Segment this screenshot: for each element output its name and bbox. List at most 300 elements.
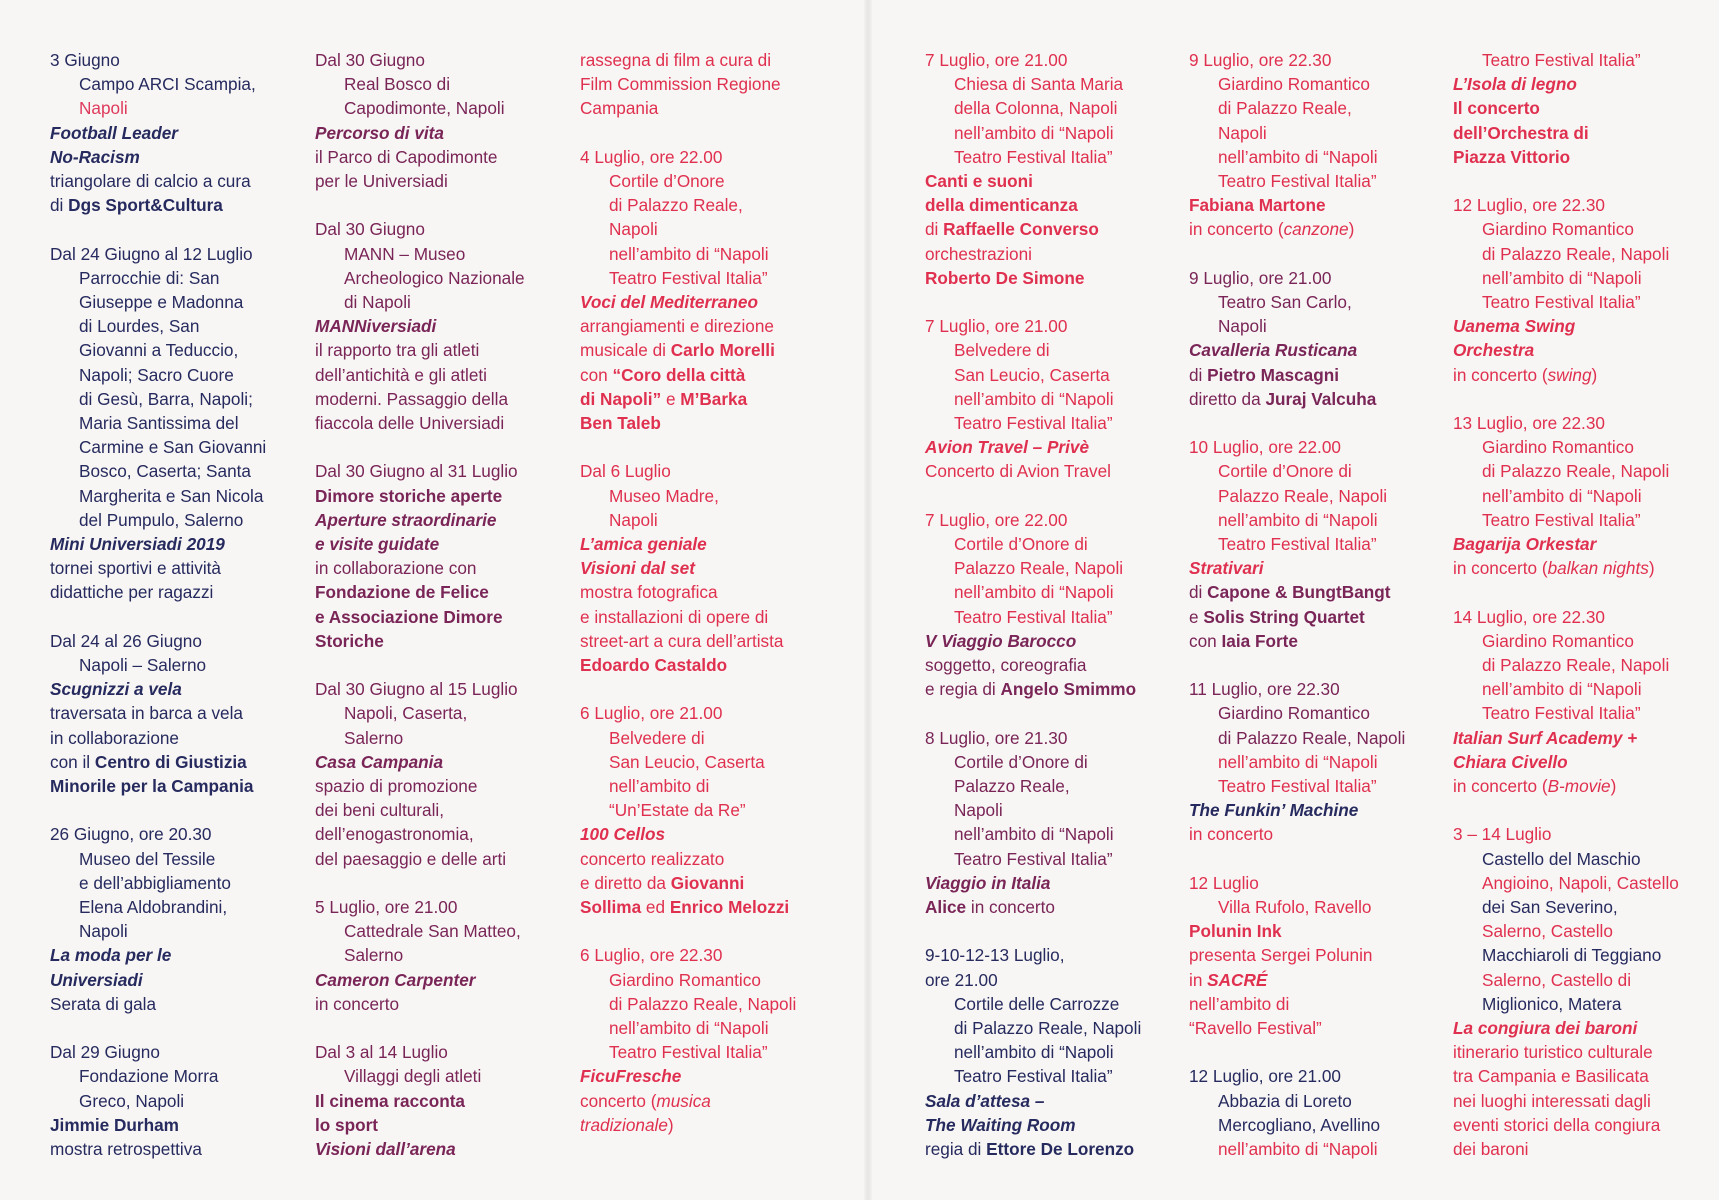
entry-line bbox=[580, 871, 820, 895]
entry-line: triangolare di calcio a cura bbox=[50, 171, 251, 192]
entry-line: soggetto, coreografia bbox=[925, 655, 1087, 676]
event-title: Aperture straordinarie bbox=[315, 509, 497, 530]
entry-line: Belvedere di bbox=[609, 727, 705, 748]
entry-line: didattiche per ragazzi bbox=[50, 582, 214, 603]
event-entry bbox=[925, 943, 1165, 1161]
text-span: musica bbox=[656, 1090, 711, 1111]
column-2 bbox=[315, 48, 555, 1185]
entry-line bbox=[925, 217, 1165, 241]
entry-line: Elena Aldobrandini, bbox=[79, 897, 228, 918]
entry-line: di Gesù, Barra, Napoli; bbox=[79, 388, 253, 409]
text-span: e bbox=[1189, 606, 1204, 627]
entry-line: Castello del Maschio bbox=[1482, 848, 1641, 869]
entry-line: Minorile per la Campania bbox=[50, 776, 254, 797]
entry-line: Storiche bbox=[315, 630, 384, 651]
entry-line: Teatro Festival Italia” bbox=[609, 1042, 768, 1063]
entry-line: Il cinema racconta bbox=[315, 1090, 465, 1111]
entry-line: San Leucio, Caserta bbox=[609, 751, 765, 772]
entry-line: Cortile d’Onore di bbox=[954, 751, 1088, 772]
entry-line: tornei sportivi e attività bbox=[50, 558, 221, 579]
entry-line: Dal 6 Luglio bbox=[580, 461, 671, 482]
entry-line: Cortile delle Carrozze bbox=[954, 993, 1120, 1014]
event-title: Sala d’attesa – bbox=[925, 1090, 1045, 1111]
entry-line: in collaborazione con bbox=[315, 558, 477, 579]
event-entry bbox=[315, 459, 555, 653]
text-span: M’Barka bbox=[680, 388, 748, 409]
event-title: Visioni dal set bbox=[580, 558, 695, 579]
entry-line bbox=[925, 1137, 1165, 1161]
entry-line: Napoli bbox=[954, 800, 1003, 821]
event-title: No-Racism bbox=[50, 146, 140, 167]
event-entry bbox=[315, 895, 555, 1016]
event-entry bbox=[1189, 435, 1429, 653]
entry-line: Miglionico, Matera bbox=[1482, 993, 1622, 1014]
text-span: in concerto ( bbox=[1453, 364, 1548, 385]
entry-line: Salerno bbox=[344, 945, 404, 966]
entry-line: Teatro Festival Italia” bbox=[609, 267, 768, 288]
event-title: V Viaggio Barocco bbox=[925, 630, 1077, 651]
entry-line: Dal 24 al 26 Giugno bbox=[50, 630, 202, 651]
entry-line: Fondazione de Felice bbox=[315, 582, 489, 603]
page-fold bbox=[864, 0, 872, 1200]
event-entry bbox=[925, 508, 1165, 702]
text-span: in concerto ( bbox=[1453, 776, 1548, 797]
entry-line: arrangiamenti e direzione bbox=[580, 316, 774, 337]
event-entry bbox=[925, 314, 1165, 483]
text-span: musicale di bbox=[580, 340, 671, 361]
entry-line: Cortile d’Onore di bbox=[954, 534, 1088, 555]
entry-line: Giardino Romantico bbox=[1482, 630, 1634, 651]
entry-line: Carmine e San Giovanni bbox=[79, 437, 267, 458]
text-span: Carlo Morelli bbox=[670, 340, 775, 361]
entry-line: in concerto bbox=[315, 993, 400, 1014]
event-entry bbox=[925, 48, 1165, 290]
event-title: Mini Universiadi 2019 bbox=[50, 534, 225, 555]
event-entry bbox=[580, 701, 820, 919]
entry-line: Ben Taleb bbox=[580, 413, 661, 434]
entry-line: 9-10-12-13 Luglio, bbox=[925, 945, 1065, 966]
entry-line: Dal 30 Giugno al 31 Luglio bbox=[315, 461, 518, 482]
entry-line: Salerno, Castello di bbox=[1482, 969, 1632, 990]
event-title: Italian Surf Academy + bbox=[1453, 727, 1638, 748]
text-span: di bbox=[50, 195, 69, 216]
event-entry bbox=[50, 822, 290, 1016]
entry-line: Piazza Vittorio bbox=[1453, 146, 1571, 167]
entry-line: 12 Luglio bbox=[1189, 872, 1259, 893]
text-span: di bbox=[925, 219, 944, 240]
text-span: “Coro della città bbox=[612, 364, 746, 385]
entry-line: Maria Santissima del bbox=[79, 413, 239, 434]
entry-line: e installazioni di opere di bbox=[580, 606, 769, 627]
entry-line: rassegna di film a cura di bbox=[580, 50, 772, 70]
entry-line: Il concerto bbox=[1453, 98, 1540, 119]
entry-line: Roberto De Simone bbox=[925, 267, 1085, 288]
entry-line bbox=[580, 338, 820, 362]
event-entry bbox=[315, 217, 555, 435]
entry-line: Giovanni a Teduccio, bbox=[79, 340, 239, 361]
entry-line: Teatro Festival Italia” bbox=[954, 1066, 1113, 1087]
entry-line: 9 Luglio, ore 22.30 bbox=[1189, 50, 1332, 70]
event-title: Voci del Mediterraneo bbox=[580, 292, 758, 313]
entry-line: Napoli – Salerno bbox=[79, 655, 207, 676]
entry-line: “Un’Estate da Re” bbox=[609, 800, 746, 821]
event-title: Chiara Civello bbox=[1453, 751, 1568, 772]
text-span: di bbox=[1189, 582, 1208, 603]
text-span: con bbox=[580, 364, 613, 385]
event-entry bbox=[1453, 193, 1693, 387]
entry-line: di Palazzo Reale, Napoli bbox=[609, 993, 797, 1014]
entry-line: il Parco di Capodimonte bbox=[315, 146, 498, 167]
entry-line bbox=[925, 895, 1165, 919]
entry-line: 4 Luglio, ore 22.00 bbox=[580, 146, 723, 167]
entry-line bbox=[1189, 387, 1429, 411]
entry-line: Dal 29 Giugno bbox=[50, 1042, 160, 1063]
entry-line: fiaccola delle Universiadi bbox=[315, 413, 505, 434]
text-span: di Napoli” bbox=[580, 388, 662, 409]
event-title: La congiura dei baroni bbox=[1453, 1018, 1638, 1039]
entry-line: di Palazzo Reale, Napoli bbox=[1482, 461, 1670, 482]
event-entry bbox=[315, 677, 555, 871]
text-span: con bbox=[1189, 630, 1222, 651]
event-entry bbox=[1453, 411, 1693, 580]
entry-line: ore 21.00 bbox=[925, 969, 998, 990]
entry-line: Napoli, Caserta, bbox=[344, 703, 468, 724]
entry-line: di Palazzo Reale, bbox=[609, 195, 743, 216]
text-span: ) bbox=[667, 1114, 674, 1135]
entry-line: Parrocchie di: San bbox=[79, 267, 220, 288]
text-span: diretto da bbox=[1189, 388, 1266, 409]
entry-line: 3 – 14 Luglio bbox=[1453, 824, 1552, 845]
event-entry bbox=[315, 1040, 555, 1161]
entry-line: Bosco, Caserta; Santa bbox=[79, 461, 251, 482]
entry-line: nell’ambito di “Napoli bbox=[954, 1042, 1114, 1063]
column-1 bbox=[50, 48, 290, 1185]
entry-line: Cortile d’Onore bbox=[609, 171, 725, 191]
entry-line: 10 Luglio, ore 22.00 bbox=[1189, 437, 1341, 458]
entry-line: Jimmie Durham bbox=[50, 1114, 179, 1135]
entry-line: mostra fotografica bbox=[580, 582, 718, 603]
entry-line: Napoli bbox=[79, 98, 128, 119]
entry-line: Napoli bbox=[1218, 122, 1267, 143]
entry-line: Teatro Festival Italia” bbox=[1482, 292, 1641, 313]
event-title: Cameron Carpenter bbox=[315, 969, 476, 990]
entry-line: Capodimonte, Napoli bbox=[344, 98, 505, 119]
text-span: in concerto ( bbox=[1453, 558, 1548, 579]
text-span: Ettore De Lorenzo bbox=[986, 1139, 1135, 1160]
event-title: Viaggio in Italia bbox=[925, 872, 1051, 893]
entry-line: Abbazia di Loreto bbox=[1218, 1090, 1352, 1111]
entry-line: 3 Giugno bbox=[50, 50, 120, 70]
text-span: Dgs Sport&Cultura bbox=[68, 195, 223, 216]
event-entry bbox=[580, 943, 820, 1137]
entry-line: in collaborazione bbox=[50, 727, 179, 748]
entry-line: della dimenticanza bbox=[925, 195, 1078, 216]
entry-line: nell’ambito di “Napoli bbox=[1218, 146, 1378, 167]
entry-line: Giardino Romantico bbox=[1218, 74, 1370, 95]
entry-line: Teatro San Carlo, bbox=[1218, 292, 1352, 313]
entry-line bbox=[580, 1089, 820, 1113]
entry-line: 9 Luglio, ore 21.00 bbox=[1189, 267, 1332, 288]
entry-line bbox=[1189, 629, 1429, 653]
entry-line: Serata di gala bbox=[50, 993, 157, 1014]
entry-line: di Palazzo Reale, bbox=[1218, 98, 1352, 119]
entry-line: 7 Luglio, ore 22.00 bbox=[925, 509, 1068, 530]
entry-line: Campania bbox=[580, 98, 659, 119]
text-span: regia di bbox=[925, 1139, 987, 1160]
entry-line: street-art a cura dell’artista bbox=[580, 630, 784, 651]
entry-line: Teatro Festival Italia” bbox=[954, 848, 1113, 869]
entry-line: MANN – Museo bbox=[344, 243, 466, 264]
entry-line: Villa Rufolo, Ravello bbox=[1218, 897, 1372, 918]
text-span: ) bbox=[1648, 558, 1655, 579]
entry-line: 6 Luglio, ore 21.00 bbox=[580, 703, 723, 724]
event-title: Strativari bbox=[1189, 558, 1264, 579]
event-title: Uanema Swing bbox=[1453, 316, 1576, 337]
entry-line: 13 Luglio, ore 22.30 bbox=[1453, 413, 1605, 434]
event-title: Orchestra bbox=[1453, 340, 1535, 361]
entry-line: di Napoli bbox=[344, 292, 411, 313]
entry-line bbox=[1453, 363, 1693, 387]
entry-line: Villaggi degli atleti bbox=[344, 1066, 482, 1087]
entry-line: Cortile d’Onore di bbox=[1218, 461, 1352, 482]
entry-line: nell’ambito di “Napoli bbox=[609, 243, 769, 264]
entry-line: Dal 3 al 14 Luglio bbox=[315, 1042, 448, 1063]
entry-line: nell’ambito di bbox=[1189, 993, 1290, 1014]
entry-line: Macchiaroli di Teggiano bbox=[1482, 945, 1662, 966]
entry-line: San Leucio, Caserta bbox=[954, 364, 1110, 385]
entry-line: spazio di promozione bbox=[315, 776, 478, 797]
event-title: FicuFresche bbox=[580, 1066, 682, 1087]
entry-line: Polunin Ink bbox=[1189, 921, 1282, 942]
entry-line: di Lourdes, San bbox=[79, 316, 200, 337]
text-span: Iaia Forte bbox=[1221, 630, 1298, 651]
text-span: Angelo Smimmo bbox=[1000, 679, 1137, 700]
entry-line: mostra retrospettiva bbox=[50, 1139, 202, 1160]
entry-line: lo sport bbox=[315, 1114, 379, 1135]
entry-line: itinerario turistico culturale bbox=[1453, 1042, 1653, 1063]
text-span: ed bbox=[641, 897, 670, 918]
entry-line: 6 Luglio, ore 22.30 bbox=[580, 945, 723, 966]
text-span: in concerto bbox=[966, 897, 1055, 918]
text-span: tradizionale bbox=[580, 1114, 668, 1135]
event-title: e visite guidate bbox=[315, 534, 440, 555]
entry-line: Dimore storiche aperte bbox=[315, 485, 503, 506]
event-entry bbox=[315, 48, 555, 193]
entry-line: Palazzo Reale, Napoli bbox=[1218, 485, 1388, 506]
entry-line: Real Bosco di bbox=[344, 74, 451, 95]
entry-line: di Palazzo Reale, Napoli bbox=[954, 1018, 1142, 1039]
text-span: e bbox=[661, 388, 681, 409]
entry-line: orchestrazioni bbox=[925, 243, 1032, 264]
entry-line: in concerto bbox=[1189, 824, 1274, 845]
text-span: in bbox=[1189, 969, 1208, 990]
entry-line: Fondazione Morra bbox=[79, 1066, 219, 1087]
entry-line: Dal 24 Giugno al 12 Luglio bbox=[50, 243, 253, 264]
entry-line: Museo del Tessile bbox=[79, 848, 216, 869]
event-entry bbox=[580, 145, 820, 435]
entry-line: Archeologico Nazionale bbox=[344, 267, 525, 288]
entry-line: nell’ambito di “Napoli bbox=[954, 122, 1114, 143]
column-6 bbox=[1453, 48, 1693, 1185]
text-span: con il bbox=[50, 751, 95, 772]
event-entry bbox=[580, 48, 820, 121]
entry-line: Salerno, Castello bbox=[1482, 921, 1613, 942]
entry-line: dei baroni bbox=[1453, 1139, 1529, 1160]
text-span: SACRÉ bbox=[1207, 969, 1268, 990]
text-span: canzone bbox=[1283, 219, 1349, 240]
event-title: Cavalleria Rusticana bbox=[1189, 340, 1358, 361]
entry-line: Napoli bbox=[609, 219, 658, 240]
entry-line: traversata in barca a vela bbox=[50, 703, 243, 724]
entry-line: 8 Luglio, ore 21.30 bbox=[925, 727, 1068, 748]
entry-line: Film Commission Regione bbox=[580, 74, 781, 95]
entry-line: nell’ambito di “Napoli bbox=[954, 824, 1114, 845]
entry-line: tra Campania e Basilicata bbox=[1453, 1066, 1649, 1087]
entry-line: Concerto di Avion Travel bbox=[925, 461, 1111, 482]
event-entry bbox=[1189, 677, 1429, 846]
entry-line: 7 Luglio, ore 21.00 bbox=[925, 50, 1068, 70]
entry-line: nell’ambito di bbox=[609, 776, 710, 797]
entry-line: Palazzo Reale, Napoli bbox=[954, 558, 1124, 579]
entry-line: 5 Luglio, ore 21.00 bbox=[315, 897, 458, 918]
entry-line bbox=[580, 387, 820, 411]
entry-line: 26 Giugno, ore 20.30 bbox=[50, 824, 212, 845]
entry-line bbox=[580, 1113, 820, 1137]
event-title: The Waiting Room bbox=[925, 1114, 1076, 1135]
event-title: MANNiversiadi bbox=[315, 316, 437, 337]
entry-line: Mercogliano, Avellino bbox=[1218, 1114, 1381, 1135]
event-title: 100 Cellos bbox=[580, 824, 666, 845]
entry-line: Teatro Festival Italia” bbox=[954, 413, 1113, 434]
column-4 bbox=[925, 48, 1165, 1185]
event-title: Casa Campania bbox=[315, 751, 444, 772]
event-entry bbox=[50, 48, 290, 217]
event-title: Percorso di vita bbox=[315, 122, 444, 143]
text-span: concerto ( bbox=[580, 1090, 657, 1111]
text-span: Pietro Mascagni bbox=[1207, 364, 1339, 385]
entry-line: Teatro Festival Italia” bbox=[954, 146, 1113, 167]
text-span: Alice bbox=[925, 897, 967, 918]
text-span: e regia di bbox=[925, 679, 1001, 700]
entry-line: Greco, Napoli bbox=[79, 1090, 185, 1111]
entry-line: Napoli bbox=[1218, 316, 1267, 337]
entry-line: Teatro Festival Italia” bbox=[1482, 703, 1641, 724]
event-entry bbox=[1189, 871, 1429, 1040]
entry-line: della Colonna, Napoli bbox=[954, 98, 1118, 119]
event-title: Scugnizzi a vela bbox=[50, 679, 182, 700]
event-entry bbox=[925, 726, 1165, 920]
entry-line: dei beni culturali, bbox=[315, 800, 444, 821]
text-span: B-movie bbox=[1547, 776, 1611, 797]
text-span: Capone & BungtBangt bbox=[1207, 582, 1391, 603]
column-5 bbox=[1189, 48, 1429, 1185]
entry-line: Dal 30 Giugno bbox=[315, 219, 425, 240]
text-span: ) bbox=[1591, 364, 1598, 385]
event-title: Visioni dall’arena bbox=[315, 1139, 456, 1160]
entry-line: Teatro Festival Italia” bbox=[1218, 534, 1377, 555]
text-span: in concerto ( bbox=[1189, 219, 1284, 240]
text-span: di bbox=[1189, 364, 1208, 385]
entry-line: nell’ambito di “Napoli bbox=[1482, 267, 1642, 288]
event-entry bbox=[50, 629, 290, 798]
text-span: Sollima bbox=[580, 897, 642, 918]
event-title: L’Isola di legno bbox=[1453, 74, 1577, 95]
entry-line bbox=[925, 677, 1165, 701]
entry-line: concerto realizzato bbox=[580, 848, 725, 869]
entry-line: Museo Madre, bbox=[609, 485, 719, 506]
entry-line bbox=[50, 193, 290, 217]
entry-line: nell’ambito di “Napoli bbox=[609, 1018, 769, 1039]
entry-line: Napoli bbox=[79, 921, 128, 942]
text-span: Giovanni bbox=[670, 872, 745, 893]
event-entry bbox=[1189, 266, 1429, 411]
text-span: ) bbox=[1348, 219, 1355, 240]
event-entry bbox=[50, 242, 290, 605]
entry-line: Giardino Romantico bbox=[1482, 219, 1634, 240]
entry-line: Angioino, Napoli, Castello bbox=[1482, 872, 1679, 893]
entry-line: Giardino Romantico bbox=[1218, 703, 1370, 724]
entry-line: nei luoghi interessati dagli bbox=[1453, 1090, 1651, 1111]
entry-line: Teatro Festival Italia” bbox=[954, 606, 1113, 627]
event-title: Universiadi bbox=[50, 969, 143, 990]
entry-line: Teatro Festival Italia” bbox=[1482, 50, 1641, 70]
entry-line: “Ravello Festival” bbox=[1189, 1018, 1322, 1039]
entry-line bbox=[50, 750, 290, 774]
event-title: Football Leader bbox=[50, 122, 178, 143]
entry-line bbox=[1453, 556, 1693, 580]
entry-line: 12 Luglio, ore 21.00 bbox=[1189, 1066, 1341, 1087]
event-entry bbox=[1453, 822, 1693, 1161]
entry-line: moderni. Passaggio della bbox=[315, 388, 508, 409]
text-span: swing bbox=[1547, 364, 1592, 385]
entry-line: Cattedrale San Matteo, bbox=[344, 921, 521, 942]
text-span: Juraj Valcuha bbox=[1265, 388, 1377, 409]
entry-line: nell’ambito di “Napoli bbox=[954, 582, 1114, 603]
event-title: L’amica geniale bbox=[580, 534, 707, 555]
text-span: balkan nights bbox=[1547, 558, 1649, 579]
entry-line bbox=[1189, 968, 1429, 992]
event-title: The Funkin’ Machine bbox=[1189, 800, 1359, 821]
event-entry bbox=[50, 1040, 290, 1161]
entry-line bbox=[580, 895, 820, 919]
text-span: Centro di Giustizia bbox=[94, 751, 247, 772]
event-entry bbox=[1453, 48, 1693, 169]
entry-line: Teatro Festival Italia” bbox=[1218, 171, 1377, 192]
event-entry bbox=[1189, 1064, 1429, 1161]
text-span: Raffaelle Converso bbox=[943, 219, 1099, 240]
entry-line bbox=[1189, 580, 1429, 604]
entry-line: di Palazzo Reale, Napoli bbox=[1482, 655, 1670, 676]
entry-line: Teatro Festival Italia” bbox=[1218, 776, 1377, 797]
event-entry bbox=[580, 459, 820, 677]
entry-line: Giardino Romantico bbox=[1482, 437, 1634, 458]
entry-line: dei San Severino, bbox=[1482, 897, 1618, 918]
entry-line: nell’ambito di “Napoli bbox=[1482, 679, 1642, 700]
entry-line: il rapporto tra gli atleti bbox=[315, 340, 480, 361]
event-title: La moda per le bbox=[50, 945, 172, 966]
entry-line: e Associazione Dimore bbox=[315, 606, 503, 627]
entry-line: di Palazzo Reale, Napoli bbox=[1482, 243, 1670, 264]
entry-line: nell’ambito di “Napoli bbox=[1218, 751, 1378, 772]
text-span: Enrico Melozzi bbox=[669, 897, 790, 918]
entry-line: per le Universiadi bbox=[315, 171, 448, 192]
entry-line: nell’ambito di “Napoli bbox=[1218, 1139, 1378, 1160]
entry-line: Campo ARCI Scampia, bbox=[79, 74, 256, 95]
entry-line: 7 Luglio, ore 21.00 bbox=[925, 316, 1068, 337]
entry-line: del Pumpulo, Salerno bbox=[79, 509, 244, 530]
text-span: ) bbox=[1610, 776, 1617, 797]
entry-line: Teatro Festival Italia” bbox=[1482, 509, 1641, 530]
